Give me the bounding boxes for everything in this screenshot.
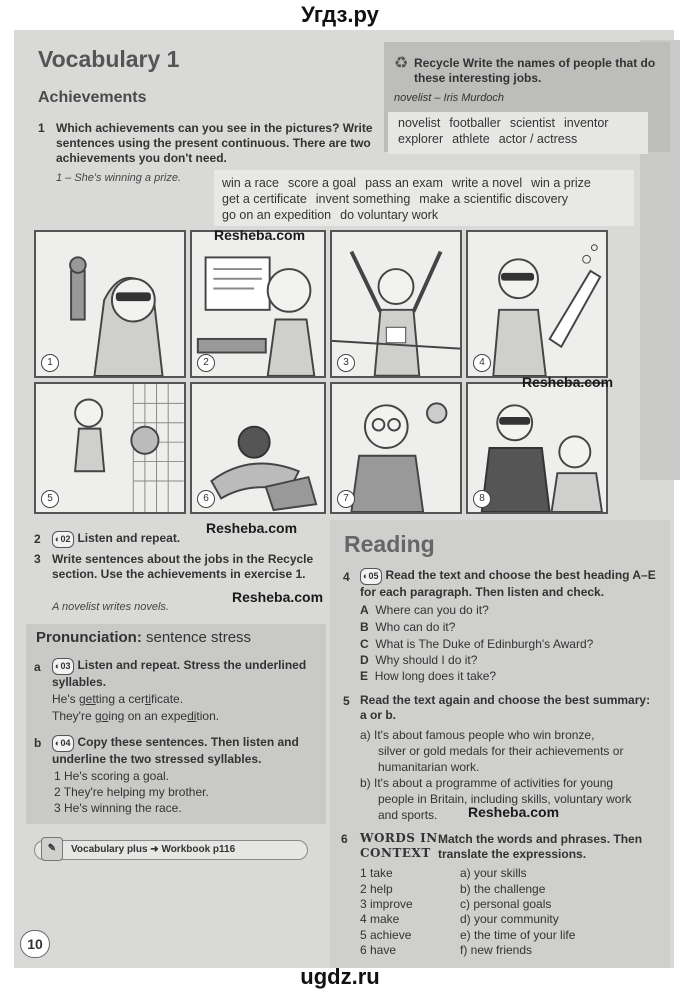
recycle-example: novelist – Iris Murdoch (394, 92, 505, 104)
pron-b-item: 2 They're helping my brother. (54, 785, 209, 799)
track-number: 03 (60, 661, 71, 671)
exercise-3-example: A novelist writes novels. (52, 601, 169, 613)
watermark: Resheba.com (206, 520, 298, 536)
text-part: ficate. (151, 692, 184, 706)
text-part: tion. (196, 709, 220, 723)
pron-b-item: 1 He's scoring a goal. (54, 769, 170, 783)
text-part: ting a cer (95, 692, 146, 706)
achievements-row-1 (214, 170, 634, 191)
achievement: win a prize (531, 176, 591, 190)
site-footer: ugdz.ru (300, 964, 380, 989)
section-subtitle: Achievements (38, 89, 147, 106)
vocabulary-plus-text: Vocabulary plus ➜ Workbook p116 (71, 844, 236, 855)
picture-number: 3 (337, 354, 355, 372)
exercise-2-instruction (52, 531, 180, 548)
option-letter: B (360, 620, 369, 634)
vocabulary-plus-link[interactable] (34, 840, 308, 860)
option-letter: A (360, 603, 369, 617)
match-left-item: 6 have (360, 943, 397, 957)
picture-2 (190, 230, 326, 378)
word: novelist (398, 116, 441, 130)
recycle-words-row-1 (388, 112, 648, 131)
word: scientist (509, 116, 555, 130)
recycle-label: Recycle (414, 56, 460, 70)
watermark: Resheba.com (214, 227, 306, 243)
achievements-row-2 (214, 191, 634, 207)
track-number: 02 (60, 534, 71, 544)
illustration-scientific-discovery (468, 232, 606, 376)
illustration-winning-prize (36, 232, 184, 376)
option-letter: E (360, 669, 369, 683)
picture-7 (330, 382, 462, 514)
picture-6 (190, 382, 326, 514)
stressed-syllable: get (78, 692, 96, 706)
match-left-item: 4 make (360, 912, 400, 926)
exercise-1-number: 1 (38, 121, 45, 135)
pronunciation-heading-rest: sentence stress (141, 629, 252, 646)
page-number: 10 (20, 930, 50, 958)
word: inventor (563, 116, 609, 130)
exercise-6-number: 6 (341, 832, 348, 846)
heading-option (360, 602, 489, 618)
picture-number: 6 (197, 490, 215, 508)
audio-track-icon[interactable]: ◐03 (52, 658, 74, 675)
heading-option (360, 619, 455, 635)
achievement: win a race (222, 176, 279, 190)
word: explorer (398, 132, 444, 146)
pron-a-line-1 (52, 691, 183, 707)
achievement: score a goal (287, 176, 357, 190)
track-number: 04 (60, 738, 71, 748)
achievement: invent something (315, 192, 411, 206)
track-number: 05 (368, 571, 379, 581)
picture-5 (34, 382, 186, 514)
summary-b-line: b) It's about a programme of activities for young (360, 776, 614, 790)
achievements-box (214, 170, 634, 226)
option-text: How long does it take? (374, 669, 497, 683)
option-letter: C (360, 637, 369, 651)
audio-track-icon[interactable]: ◐04 (52, 735, 74, 752)
exercise-6-instruction-2: translate the expressions. (438, 847, 587, 861)
pron-a-text: Listen and repeat. Stress the underlined syllables. (52, 658, 307, 689)
exercise-5-number: 5 (343, 694, 350, 708)
picture-3 (330, 230, 462, 378)
recycle-icon: ♻ (394, 55, 409, 72)
heading-option (360, 636, 593, 652)
stressed-syllable: ti (145, 692, 152, 706)
recycle-words-row-2 (388, 131, 648, 147)
recycle-word-box (388, 112, 648, 154)
heading-option (360, 668, 496, 684)
exercise-5-instruction: Read the text again and choose the best summary: a or b. (360, 693, 651, 722)
exercise-3-instruction: Write sentences about the jobs in the Recycle section. Use the achievements in exercise 1. (52, 552, 314, 581)
audio-track-icon[interactable]: ◐05 (360, 568, 382, 585)
recycle-instruction-text: Write the names of people that do these interesting jobs. (414, 56, 656, 85)
option-letter: D (360, 653, 369, 667)
pron-a-letter: a (34, 660, 41, 674)
match-right-item: a) your skills (460, 866, 527, 880)
reading-title: Reading (344, 531, 435, 557)
recycle-instruction (414, 56, 664, 86)
picture-number: 8 (473, 490, 491, 508)
watermark: Resheba.com (468, 804, 560, 820)
option-text: Who can do it? (375, 620, 456, 634)
achievement: make a scientific discovery (419, 192, 568, 206)
picture-number: 1 (41, 354, 59, 372)
exercise-6-instruction-1: Match the words and phrases. Then (438, 832, 643, 846)
exercise-1-example: 1 – She's winning a prize. (56, 172, 182, 184)
summary-a-line: humanitarian work. (378, 760, 480, 774)
exercise-1-instruction: Which achievements can you see in the pictures? Write sentences using the present continuous. There are two achievements you don't need. (56, 121, 373, 165)
achievements-row-3 (214, 207, 634, 223)
match-right-item: f) new friends (460, 943, 533, 957)
illustration-writing-novel (192, 232, 324, 376)
match-right-item: b) the challenge (460, 882, 546, 896)
watermark: Resheba.com (232, 589, 324, 605)
picture-number: 7 (337, 490, 355, 508)
audio-track-icon[interactable]: ◐02 (52, 531, 74, 548)
achievement: go on an expedition (222, 208, 332, 222)
exercise-2-text: Listen and repeat. (77, 531, 181, 545)
page-title: Vocabulary 1 (38, 46, 180, 72)
pron-b-letter: b (34, 736, 42, 750)
summary-a-line: a) It's about famous people who win bronze, (360, 728, 595, 742)
match-left-item: 3 improve (360, 897, 413, 911)
match-right-item: c) personal goals (460, 897, 552, 911)
achievement: do voluntary work (340, 208, 439, 222)
pron-a-line-2 (52, 708, 219, 724)
summary-b-line: and sports. (378, 808, 438, 822)
exercise-4-instruction (360, 568, 670, 600)
picture-4 (466, 230, 608, 378)
pronunciation-heading-bold: Pronunciation: (36, 629, 142, 646)
option-text: What is The Duke of Edinburgh's Award? (375, 637, 594, 651)
exercise-2-number: 2 (34, 532, 41, 546)
stressed-syllable: go (94, 709, 109, 723)
text-part: He's (52, 692, 79, 706)
word: athlete (452, 132, 490, 146)
achievement: pass an exam (365, 176, 443, 190)
pron-b-item: 3 He's winning the race. (54, 801, 182, 815)
option-text: Why should I do it? (375, 653, 478, 667)
stressed-syllable: di (187, 709, 197, 723)
site-header: Угдз.ру (301, 2, 379, 27)
workbook-icon: ✎ (41, 837, 63, 861)
picture-number: 4 (473, 354, 491, 372)
exercise-4-text: Read the text and choose the best heading A–E for each paragraph. Then listen and check. (360, 568, 656, 599)
summary-b-line: people in Britain, including skills, voluntary work (378, 792, 632, 806)
illustration-winning-race (332, 232, 460, 376)
achievement: get a certificate (222, 192, 307, 206)
picture-number: 5 (41, 490, 59, 508)
picture-8 (466, 382, 608, 514)
heading-option (360, 652, 477, 668)
option-text: Where can you do it? (375, 603, 489, 617)
picture-number: 2 (197, 354, 215, 372)
words-in-context-label-2: CONTEXT (360, 846, 431, 860)
summary-a-line: silver or gold medals for their achievements or (378, 744, 624, 758)
match-left-item: 5 achieve (360, 928, 412, 942)
exercise-3-number: 3 (34, 552, 41, 566)
match-left-item: 2 help (360, 882, 393, 896)
pron-a-instruction (52, 658, 314, 690)
text-part: ing on an expe (108, 709, 188, 723)
word: footballer (449, 116, 501, 130)
text-part: They're (52, 709, 95, 723)
illustration-scoring-goal (36, 384, 184, 512)
achievement: write a novel (451, 176, 523, 190)
pron-b-instruction (52, 735, 318, 767)
watermark: Resheba.com (522, 374, 614, 390)
match-right-item: e) the time of your life (460, 928, 576, 942)
word: actor / actress (498, 132, 578, 146)
pronunciation-heading (36, 629, 251, 646)
match-right-item: d) your community (460, 912, 559, 926)
pron-b-text: Copy these sentences. Then listen and underline the two stressed syllables. (52, 735, 299, 766)
exercise-4-number: 4 (343, 570, 350, 584)
match-left-item: 1 take (360, 866, 393, 880)
words-in-context-label-1: WORDS IN (360, 831, 438, 845)
picture-1 (34, 230, 186, 378)
